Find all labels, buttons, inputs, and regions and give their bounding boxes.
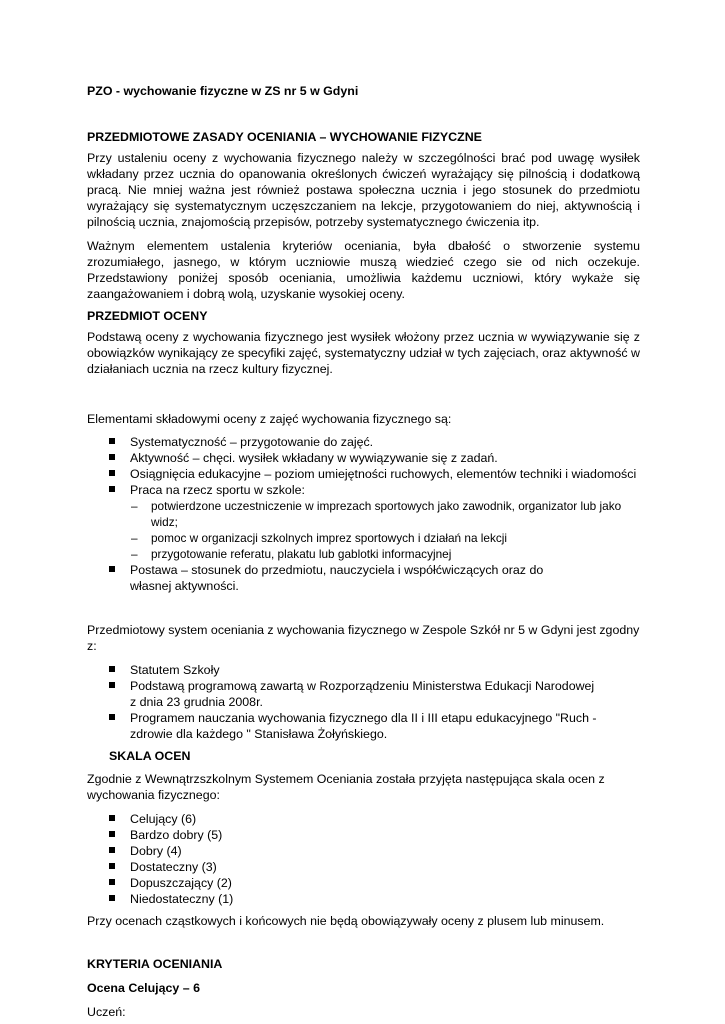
grade-subheading: Ocena Celujący – 6 <box>87 981 200 995</box>
grades-note: Przy ocenach cząstkowych i końcowych nie będą obowiązywały oceny z plusem lub minusem. <box>87 914 605 928</box>
section-heading-przedmiot: PRZEDMIOT OCENY <box>87 309 208 323</box>
section-heading-skala: SKALA OCEN <box>109 749 191 763</box>
list-item: Osiągnięcia edukacyjne – poziom umiejętności ruchowych, elementów techniki i wiadomości <box>87 466 640 482</box>
document-title: PZO - wychowanie fizyczne w ZS nr 5 w Gdyni <box>87 84 359 98</box>
list-item: Podstawą programową zawartą w Rozporządzeniu Ministerstwa Edukacji Narodowej z dnia 23 grudnia 2008r. <box>87 678 600 710</box>
list-item: Systematyczność – przygotowanie do zajęć. <box>87 434 640 450</box>
list-item: Postawa – stosunek do przedmiotu, nauczyciela i współćwiczących oraz do własnej aktywności. <box>87 562 640 594</box>
list-item: Programem nauczania wychowania fizycznego dla II i III etapu edukacyjnego "Ruch - zdrowie dla każdego " Stanisława Żołyńskiego. <box>87 710 600 742</box>
section-heading-kryteria: KRYTERIA OCENIANIA <box>87 957 223 971</box>
list-item: Dobry (4) <box>87 843 640 859</box>
section-heading-zasady: PRZEDMIOTOWE ZASADY OCENIANIA – WYCHOWANIE FIZYCZNE <box>87 130 482 144</box>
sport-work-sublist <box>87 498 640 562</box>
conformity-intro: Przedmiotowy system oceniania z wychowania fizycznego w Zespole Szkół nr 5 w Gdyni jest zgodny z: <box>87 623 640 653</box>
grades-list <box>87 811 640 907</box>
list-item: Dopuszczający (2) <box>87 875 640 891</box>
elements-list <box>87 434 640 498</box>
list-item: Praca na rzecz sportu w szkole: <box>87 482 640 498</box>
paragraph-criteria: Ważnym elementem ustalenia kryteriów oceniania, była dbałość o stworzenie systemu zrozumiałego, jasnego, w którym uczniowie muszą wiedzieć czego sie od nich oczekuje. Przedstawiony poniżej sposób oceniania, umożliwia każdemu uczniowi, który wykaże się zaangażowaniem i dobrą wolą, uzyskanie wysokiej oceny. <box>87 239 640 301</box>
list-item: Dostateczny (3) <box>87 859 640 875</box>
paragraph-basis: Podstawą oceny z wychowania fizycznego jest wysiłek włożony przez ucznia w wywiązywanie się z obowiązków wynikający ze specyfiki zajęć, systematyczny udział w tych zajęciach, oraz aktywność w działaniach ucznia na rzecz kultury fizycznej. <box>87 330 640 376</box>
sublist-item: – pomoc w organizacji szkolnych imprez sportowych i działań na lekcji <box>87 530 640 546</box>
list-item: Niedostateczny (1) <box>87 891 640 907</box>
elements-list-continued <box>87 562 640 594</box>
sublist-item: – przygotowanie referatu, plakatu lub gablotki informacyjnej <box>87 546 640 562</box>
paragraph-intro: Przy ustaleniu oceny z wychowania fizycznego należy w szczególności brać pod uwagę wysiłek wkładany przez ucznia do opanowania określonych ćwiczeń wyrażający się pilnością i dodatkową pracą. Nie mniej ważna jest również postawa społeczna ucznia i jego stosunek do przedmiotu wyrażający się systematycznym uczęszczaniem na lekcje, przygotowaniem do niej, aktywnością i pilnością ucznia, znajomością przepisów, potrzeby systematycznego ćwiczenia itp. <box>87 151 640 229</box>
scale-intro: Zgodnie z Wewnątrzszkolnym Systemem Oceniania została przyjęta następująca skala ocen z wychowania fizycznego: <box>87 772 605 802</box>
list-item: Bardzo dobry (5) <box>87 827 640 843</box>
list-item: Aktywność – chęci. wysiłek wkładany w wywiązywanie się z zadań. <box>87 450 640 466</box>
elements-intro: Elementami składowymi oceny z zajęć wychowania fizycznego są: <box>87 412 452 426</box>
student-label: Uczeń: <box>87 1005 126 1019</box>
list-item: Celujący (6) <box>87 811 640 827</box>
list-item: Statutem Szkoły <box>87 662 600 678</box>
document-body <box>87 83 640 1020</box>
conformity-list <box>87 662 640 742</box>
sublist-item: – potwierdzone uczestniczenie w imprezach sportowych jako zawodnik, organizator lub jako widz; <box>87 498 640 530</box>
